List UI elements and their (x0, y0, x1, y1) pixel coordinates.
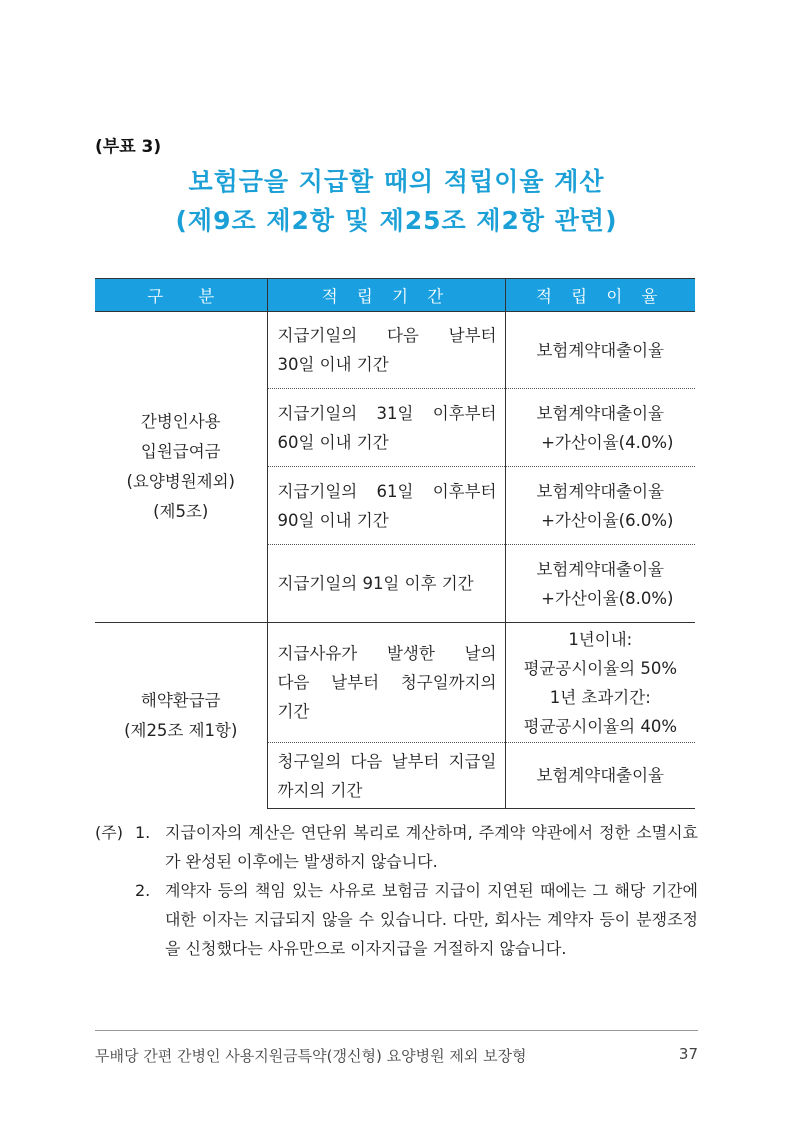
rate-cell: 보험계약대출이율 (505, 743, 695, 809)
note-text: 계약자 등의 책임 있는 사유로 보험금 지급이 지연된 때에는 그 해당 기간에 대한 이자는 지급되지 않을 수 있습니다. 다만, 회사는 계약자 등이 분쟁조정을 신청했다는 사유만으로 이자지급을 거절하지 않습니다. (165, 881, 698, 958)
category-cell: 간병인사용 입원급여금 (요양병원제외) (제5조) (95, 312, 267, 623)
period-cell: 지급기일의 31일 이후부터 60일 이내 기간 (267, 389, 505, 467)
note-prefix: (주) (95, 823, 123, 842)
period-cell: 청구일의 다음 날부터 지급일 까지의 기간 (267, 743, 505, 809)
appendix-label: (부표 3) (95, 137, 162, 157)
period-cell: 지급사유가 발생한 날의 다음 날부터 청구일까지의 기간 (267, 623, 505, 743)
rate-cell: 1년이내: 평균공시이율의 50% 1년 초과기간: 평균공시이율의 40% (505, 623, 695, 743)
page-title: 보험금을 지급할 때의 적립이율 계산 (188, 167, 605, 196)
table-row (95, 623, 695, 743)
page-number: 37 (678, 1045, 698, 1063)
period-cell: 지급기일의 61일 이후부터 90일 이내 기간 (267, 467, 505, 545)
rate-cell: 보험계약대출이율 +가산이율(4.0%) (505, 389, 695, 467)
note-text: 지급이자의 계산은 연단위 복리로 계산하며, 주계약 약관에서 정한 소멸시효가 완성된 이후에는 발생하지 않습니다. (165, 823, 698, 871)
rate-cell: 보험계약대출이율 (505, 312, 695, 389)
footer-divider (95, 1030, 698, 1031)
header-period: 적 립 기 간 (267, 279, 505, 312)
footer-title: 무배당 간편 간병인 사용지원금특약(갱신형) 요양병원 제외 보장형 (95, 1047, 527, 1065)
notes-section (95, 818, 698, 963)
table-header-row (95, 279, 695, 312)
rate-cell: 보험계약대출이율 +가산이율(8.0%) (505, 545, 695, 623)
note-item (95, 876, 698, 963)
note-number: 2. (135, 881, 151, 900)
header-rate: 적 립 이 율 (505, 279, 695, 312)
note-number: 1. (135, 823, 151, 842)
table-row (95, 312, 695, 389)
header-category: 구 분 (95, 279, 267, 312)
period-cell: 지급기일의 91일 이후 기간 (267, 545, 505, 623)
period-cell: 지급기일의 다음 날부터 30일 이내 기간 (267, 312, 505, 389)
category-cell: 해약환급금 (제25조 제1항) (124, 690, 238, 740)
note-item (95, 818, 698, 876)
page-subtitle: (제9조 제2항 및 제25조 제2항 관련) (175, 206, 618, 235)
interest-rate-table (95, 278, 695, 809)
rate-cell: 보험계약대출이율 +가산이율(6.0%) (505, 467, 695, 545)
